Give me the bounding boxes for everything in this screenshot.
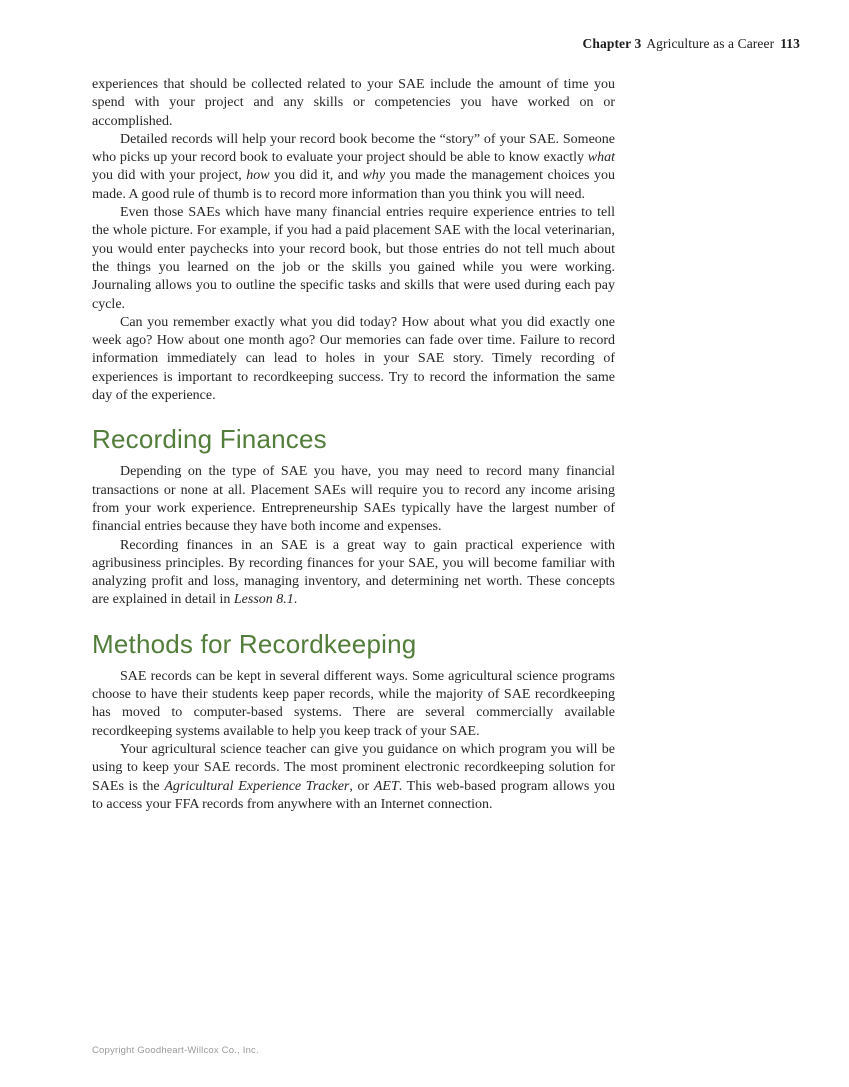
body-text-segment: Detailed records will help your record book become the “story” of your SAE. Someone who picks up your record book to evaluate your project should be able to know exactly [92, 131, 615, 166]
body-text-segment: , or [349, 778, 374, 794]
body-text-segment: Your agricultural science teacher can give you guidance on which program you will be using to keep your SAE records. The most prominent electronic recordkeeping solution for SAEs is the [92, 741, 615, 794]
italic-text: Lesson 8.1 [233, 592, 294, 608]
page-content [92, 76, 615, 814]
paragraph [92, 741, 615, 814]
page-footer [92, 1045, 259, 1056]
chapter-label: Chapter 3 [582, 36, 642, 51]
body-text-segment: experiences that should be collected related to your SAE include the amount of time you spend with your project and any skills or competencies you have worked on or accomplished. [92, 77, 615, 129]
section-heading: Recording Finances [92, 424, 327, 455]
body-text-segment: you made the management choices you made. A good rule of thumb is to record more information than you think you will need. [92, 168, 615, 202]
body-text-segment: . This web-based program allows you to access your FFA records from anywhere with an Internet connection. [92, 778, 615, 812]
italic-text: how [246, 168, 270, 184]
body-text-segment: Even those SAEs which have many financial entries require experience entries to tell the whole picture. For example, if you had a paid placement SAE with the local veterinarian, you would enter paychecks into your record book, but those entries do not tell much about the things you learned on the job or the skills you gained while you were working. Journaling allows you to outline the specific tasks and skills that were used during each pay cycle. [92, 205, 615, 312]
body-text-segment: Recording finances in an SAE is a great way to gain practical experience with agribusiness principles. By recording finances for your SAE, you will become familiar with analyzing profit and loss, managing inventory, and determining net worth. These concepts are explained in detail in [92, 537, 615, 608]
italic-text: why [362, 168, 386, 184]
body-text-segment: Can you remember exactly what you did today? How about what you did exactly one week ago? How about one month ago? Our memories can fade over time. Failure to record information immediately can lead to holes in your SAE story. Timely recording of experiences is important to recordkeeping success. Try to record the information the same day of the experience. [92, 314, 615, 404]
body-text-segment: you did with your project, [92, 168, 247, 184]
italic-text: AET [373, 778, 399, 794]
body-text-segment: you did it, and [269, 168, 363, 184]
page-number: 113 [780, 36, 800, 51]
paragraph [92, 668, 615, 741]
body-text-segment: Depending on the type of SAE you have, you may need to record many financial transactions or none at all. Placement SAEs will require you to record any income arising from your work experience. Entrepreneurship SAEs typically have the largest number of financial entries because they have both income and expenses. [92, 464, 615, 535]
paragraph [92, 204, 615, 314]
copyright-notice: Copyright Goodheart-Willcox Co., Inc. [92, 1045, 259, 1056]
paragraph [92, 76, 615, 131]
italic-text: Agricultural Experience Tracker [164, 778, 350, 794]
section-heading: Methods for Recordkeeping [92, 628, 417, 659]
body-text-segment: . [293, 592, 298, 608]
paragraph [92, 463, 615, 536]
body-text-segment: SAE records can be kept in several different ways. Some agricultural science programs choose to have their students keep paper records, while the majority of SAE recordkeeping has moved to computer-based systems. There are several commercially available recordkeeping systems available to help you keep track of your SAE. [92, 668, 615, 739]
running-header [583, 36, 800, 52]
paragraph [92, 314, 615, 405]
paragraph [92, 131, 615, 204]
paragraph [92, 537, 615, 610]
italic-text: what [587, 150, 615, 166]
chapter-title: Agriculture as a Career [646, 36, 775, 51]
